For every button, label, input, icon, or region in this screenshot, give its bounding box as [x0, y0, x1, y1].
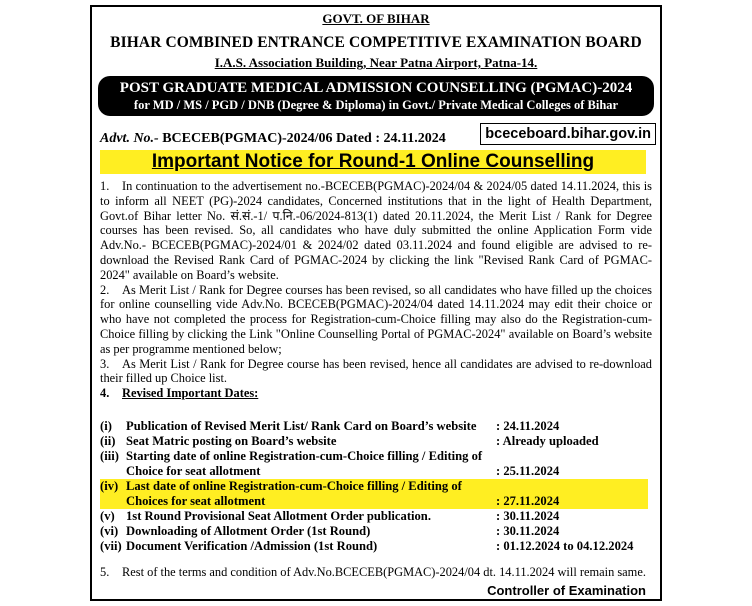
- date-row: (ii) Seat Matric posting on Board’s website : Already uploaded: [100, 434, 599, 448]
- date-row-highlighted: (iv) Last date of online Registration-cum-Choice filling / Editing of Choices for seat allotment : 27.11.2024: [100, 479, 648, 509]
- date-row: (i) Publication of Revised Merit List/ Rank Card on Board’s website : 24.11.2024: [100, 419, 560, 433]
- banner-title: POST GRADUATE MEDICAL ADMISSION COUNSELLING (PGMAC)-2024: [119, 80, 633, 96]
- govt-heading: GOVT. OF BIHAR: [322, 11, 430, 26]
- date-row: (vi) Downloading of Allotment Order (1st Round) : 30.11.2024: [100, 524, 560, 538]
- date-row: (iii) Starting date of online Registration-cum-Choice filling / Editing of Choice for seat allotment : 25.11.2024: [100, 449, 560, 478]
- date-row: (v) 1st Round Provisional Seat Allotment Order publication. : 30.11.2024: [100, 509, 560, 523]
- paragraph-1: 1. In continuation to the advertisement no.-BCECEB(PGMAC)-2024/04 & 2024/05 dated 14.11.2024, this is to inform all NEET (PG)-2024 candidates, Concerned institutions that in the light of Health Department, Govt.of Bihar letter No. सं.सं.-1/ प.नि.-06/2024-813(1) dated 20.11.2024, the Merit List / Rank for Degree courses has been revised. So, all candidates who have duly submitted the online Application Form vide Adv.No.- BCECEB(PGMAC)-2024/01 & 2024/02 dated 03.11.2024 and found eligible are advised to re-download the Revised Rank Card of PGMAC-2024 by clicking the link "Revised Rank Card of PGMAC-2024" available on Board’s website.: [100, 179, 652, 282]
- date-row: (vii) Document Verification /Admission (1st Round) : 01.12.2024 to 04.12.2024: [100, 539, 634, 553]
- paragraph-4: 4. Revised Important Dates:: [100, 386, 259, 401]
- dates-heading: Revised Important Dates:: [122, 386, 259, 401]
- notice-title: Important Notice for Round-1 Online Counselling: [100, 150, 646, 174]
- board-address: I.A.S. Association Building, Near Patna Airport, Patna-14.: [214, 55, 538, 70]
- signature: Controller of Examination: [487, 583, 646, 598]
- advt-label: Advt. No.-: [100, 131, 159, 146]
- advertisement-number: [100, 131, 446, 147]
- pgmac-banner: [98, 76, 654, 116]
- board-name: BIHAR COMBINED ENTRANCE COMPETITIVE EXAMINATION BOARD: [110, 34, 642, 51]
- paragraph-2: 2. As Merit List / Rank for Degree courses has been revised, so all candidates who have filled up the choices for online counselling vide Adv.No. BCECEB(PGMAC)-2024/04 dated 14.11.2024 may edit their choice or who have not completed the process for Registration-cum-Choice filling may also do the Registration-cum-Choice filling by clicking the Link "Online Counselling Portal of PGMAC-2024" available on Board’s website as per programme mentioned below;: [100, 282, 652, 356]
- notice-body: [100, 179, 652, 401]
- website-box[interactable]: bceceboard.bihar.gov.in: [480, 123, 656, 145]
- important-dates-table: [100, 419, 648, 554]
- paragraph-5: 5. Rest of the terms and condition of Adv.No.BCECEB(PGMAC)-2024/04 dt. 14.11.2024 will remain same.: [100, 565, 646, 579]
- paragraph-3: 3. As Merit List / Rank for Degree course has been revised, hence all candidates are advised to re-download their filled up Choice list.: [100, 356, 652, 386]
- notice-frame: [90, 5, 662, 601]
- advt-text: BCECEB(PGMAC)-2024/06 Dated : 24.11.2024: [158, 131, 446, 146]
- banner-subtitle: for MD / MS / PGD / DNB (Degree & Diploma) in Govt./ Private Medical Colleges of Bihar: [133, 98, 619, 112]
